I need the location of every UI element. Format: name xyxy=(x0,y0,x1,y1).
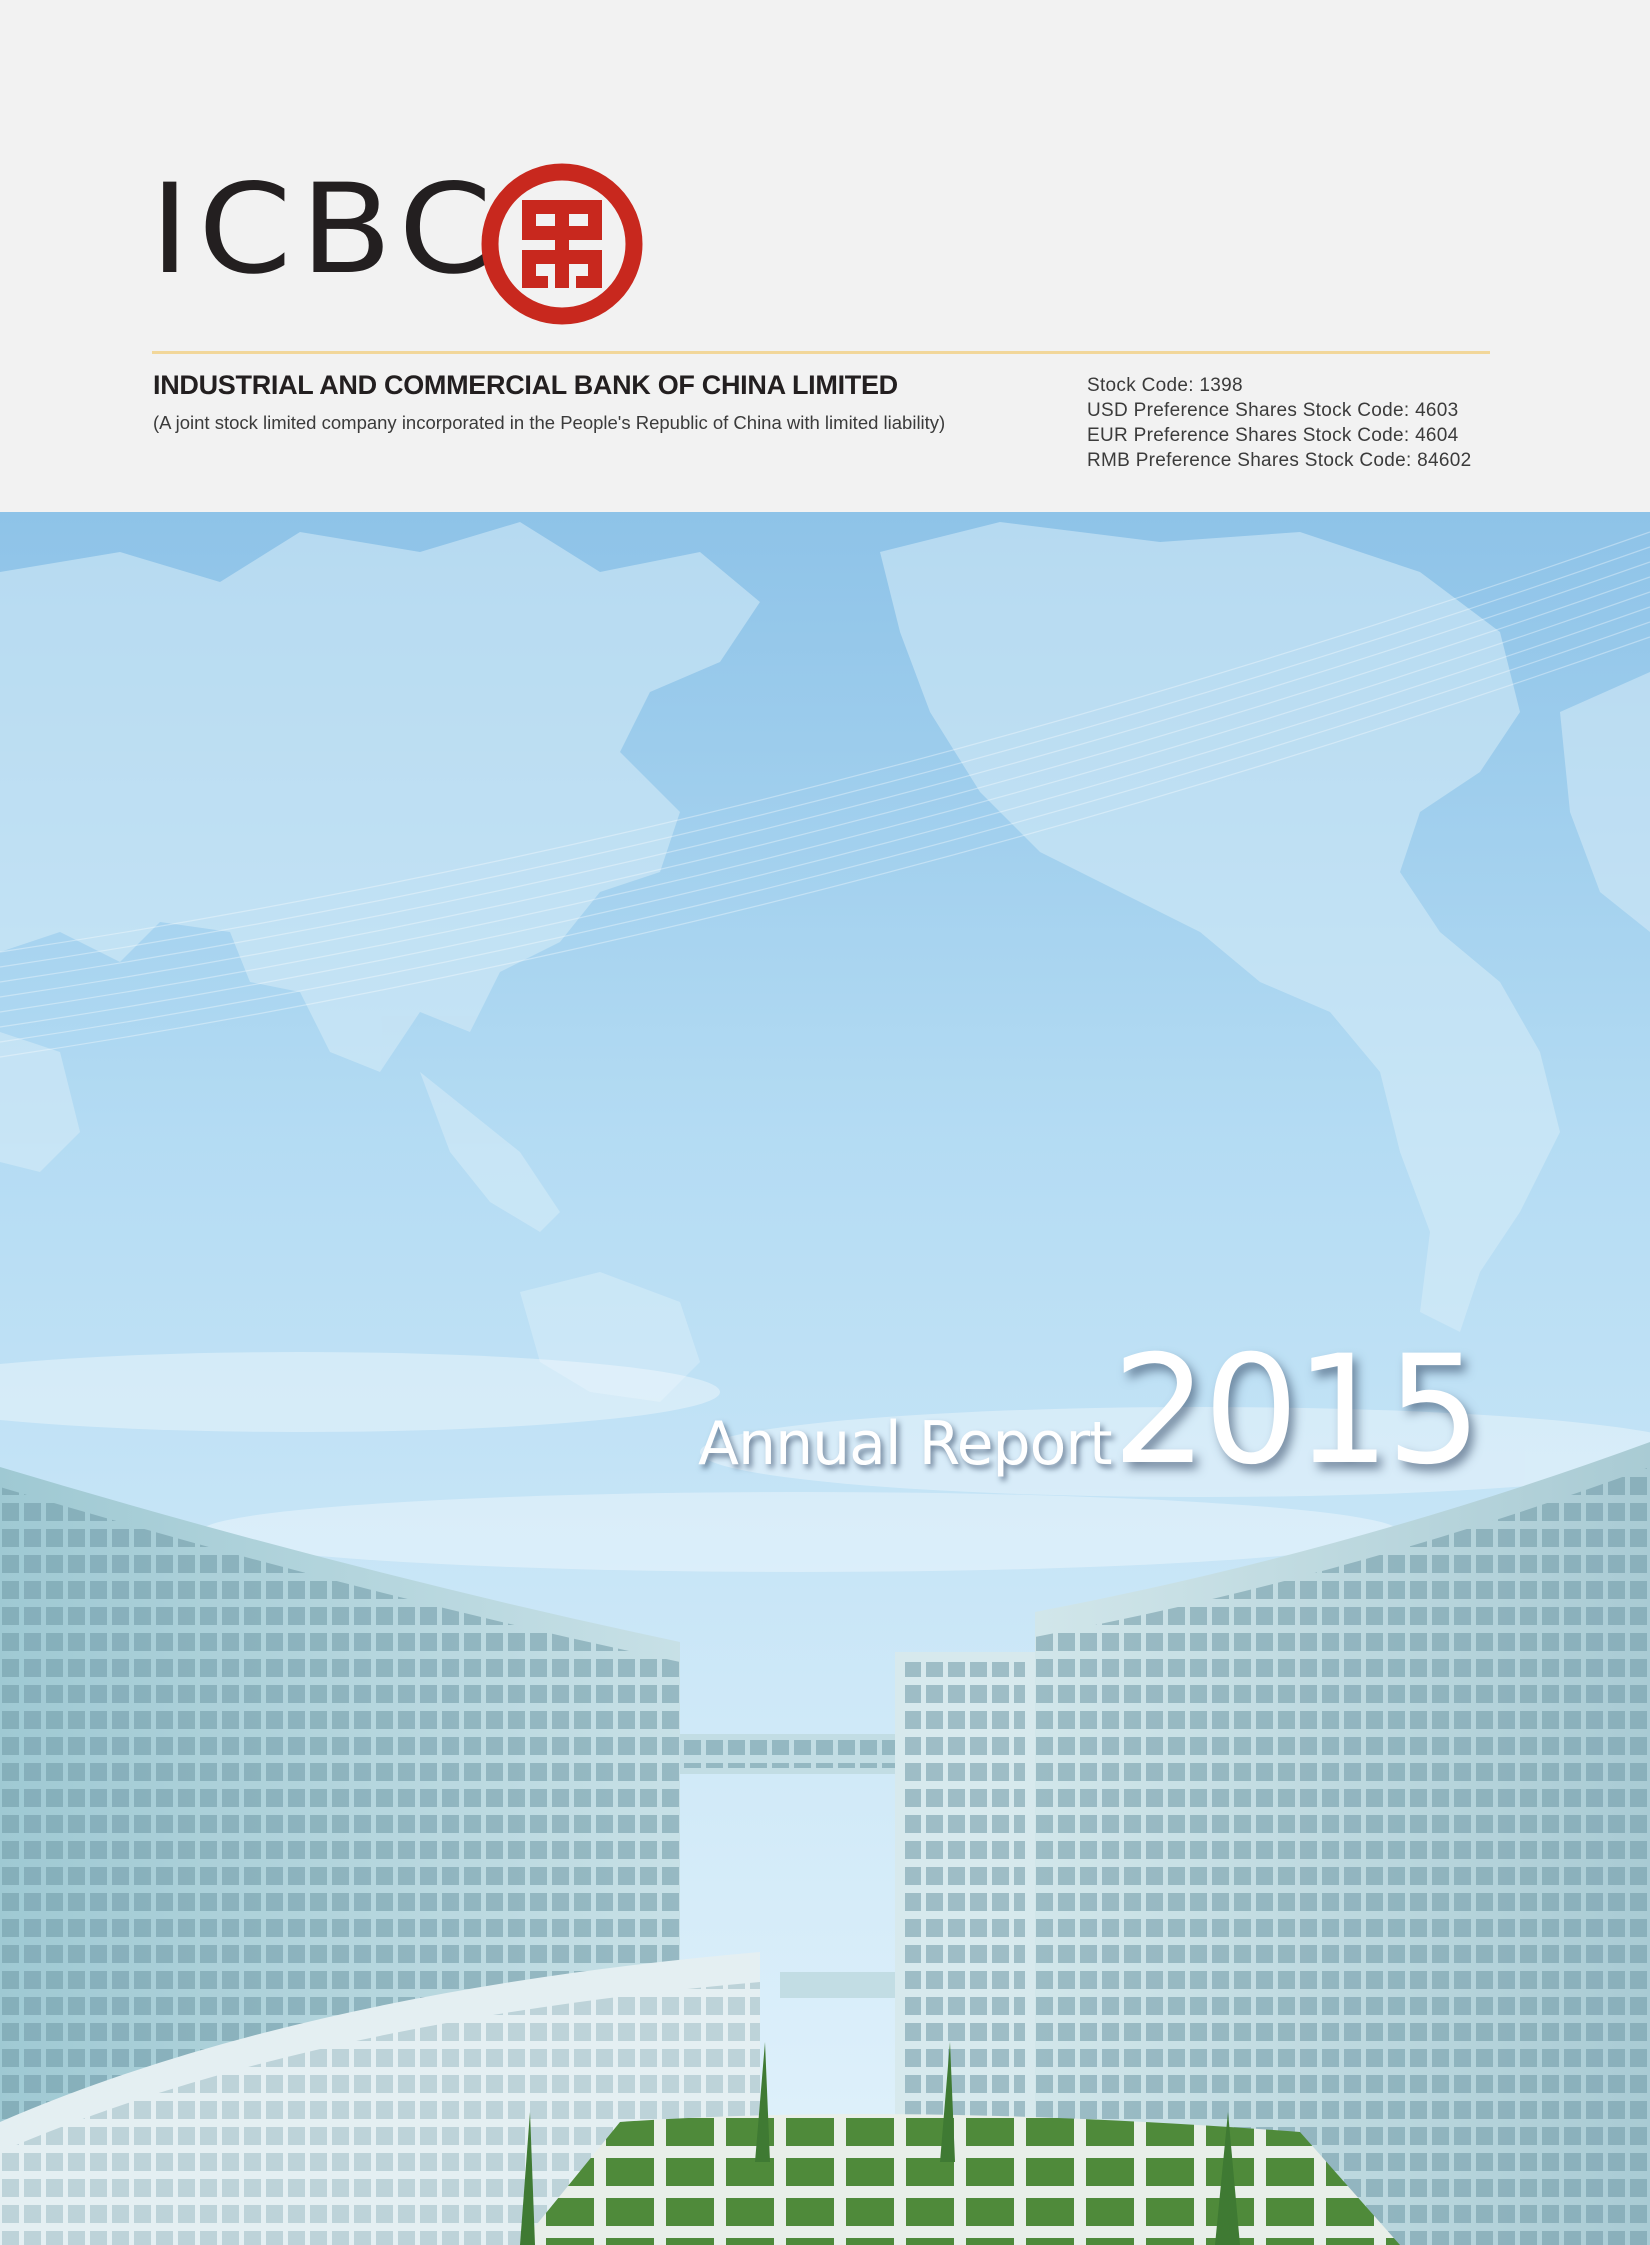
company-name: INDUSTRIAL AND COMMERCIAL BANK OF CHINA LIMITED xyxy=(153,370,898,400)
cover-image xyxy=(0,512,1650,2245)
report-year: 2015 xyxy=(1112,1324,1478,1498)
stock-code-line: Stock Code: 1398 xyxy=(1087,375,1243,396)
stock-code-line: USD Preference Shares Stock Code: 4603 xyxy=(1087,400,1459,421)
gold-divider xyxy=(152,351,1490,354)
cover-header xyxy=(0,0,1650,512)
stock-code-line: EUR Preference Shares Stock Code: 4604 xyxy=(1087,425,1459,446)
icbc-wordmark: ICBC xyxy=(150,158,501,302)
company-subtitle: (A joint stock limited company incorporated in the People's Republic of China with limited liability) xyxy=(153,412,946,433)
stock-codes xyxy=(1087,373,1472,473)
stock-code-line: RMB Preference Shares Stock Code: 84602 xyxy=(1087,450,1472,471)
report-title: Annual Report xyxy=(698,1409,1112,1479)
icbc-seal-logo-icon xyxy=(478,160,646,328)
